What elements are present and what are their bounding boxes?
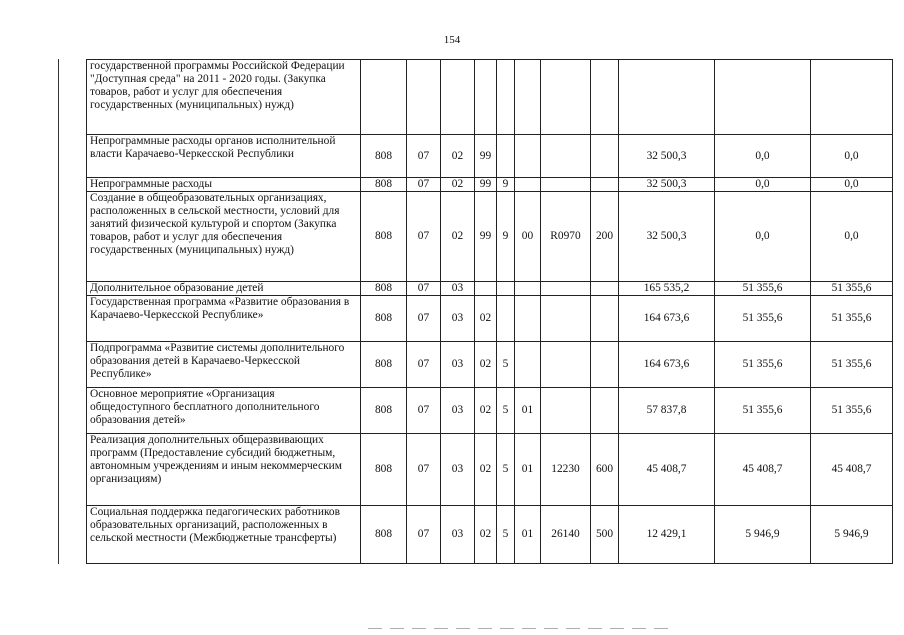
measure-code (515, 296, 541, 342)
ministry-code: 808 (361, 296, 407, 342)
amount-year-2: 5 946,9 (715, 506, 811, 564)
ministry-code: 808 (361, 192, 407, 282)
direction-code (541, 178, 591, 192)
section-code: 07 (407, 296, 441, 342)
row-name: Подпрограмма «Развитие системы дополнительного образования детей в Карачаево-Черкесской Республике» (87, 342, 361, 388)
subprogram-code (497, 282, 515, 296)
section-code: 07 (407, 342, 441, 388)
ministry-code: 808 (361, 342, 407, 388)
amount-year-1: 32 500,3 (619, 178, 715, 192)
expense-type-code (591, 388, 619, 434)
page-margin-line (58, 59, 59, 564)
subprogram-code (497, 60, 515, 135)
amount-year-1: 164 673,6 (619, 342, 715, 388)
direction-code (541, 282, 591, 296)
program-code: 99 (475, 135, 497, 178)
row-name: Непрограммные расходы (87, 178, 361, 192)
expense-type-code: 500 (591, 506, 619, 564)
subsection-code: 03 (441, 296, 475, 342)
amount-year-2: 51 355,6 (715, 342, 811, 388)
subprogram-code: 5 (497, 434, 515, 506)
measure-code: 01 (515, 434, 541, 506)
section-code: 07 (407, 192, 441, 282)
section-code: 07 (407, 388, 441, 434)
row-name: Основное мероприятие «Организация общедоступного бесплатного дополнительного образования детей» (87, 388, 361, 434)
direction-code: 26140 (541, 506, 591, 564)
subprogram-code: 9 (497, 178, 515, 192)
amount-year-1 (619, 60, 715, 135)
measure-code (515, 282, 541, 296)
measure-code: 01 (515, 506, 541, 564)
measure-code (515, 60, 541, 135)
amount-year-1: 45 408,7 (619, 434, 715, 506)
expense-type-code (591, 60, 619, 135)
subsection-code: 03 (441, 434, 475, 506)
table-row (87, 506, 893, 564)
table-row (87, 60, 893, 135)
page-number: 154 (443, 34, 461, 46)
row-name: Реализация дополнительных общеразвивающих программ (Предоставление субсидий бюджетным, автономным учреждениям и иным некоммерческим организациям) (87, 434, 361, 506)
amount-year-2: 51 355,6 (715, 282, 811, 296)
program-code: 99 (475, 178, 497, 192)
amount-year-1: 12 429,1 (619, 506, 715, 564)
program-code: 02 (475, 506, 497, 564)
budget-table (86, 59, 893, 564)
subsection-code: 03 (441, 506, 475, 564)
amount-year-1: 32 500,3 (619, 135, 715, 178)
direction-code: R0970 (541, 192, 591, 282)
subsection-code: 03 (441, 342, 475, 388)
amount-year-3: 0,0 (811, 192, 893, 282)
amount-year-1: 32 500,3 (619, 192, 715, 282)
section-code: 07 (407, 434, 441, 506)
amount-year-3: 51 355,6 (811, 296, 893, 342)
section-code: 07 (407, 178, 441, 192)
direction-code (541, 388, 591, 434)
measure-code (515, 135, 541, 178)
measure-code (515, 342, 541, 388)
program-code (475, 282, 497, 296)
row-name: государственной программы Российской Федерации "Доступная среда" на 2011 - 2020 годы. (Закупка товаров, работ и услуг для обеспечения государственных (муниципальных) нужд) (87, 60, 361, 135)
amount-year-3: 51 355,6 (811, 282, 893, 296)
program-code: 02 (475, 434, 497, 506)
subprogram-code (497, 135, 515, 178)
subsection-code: 03 (441, 388, 475, 434)
ministry-code: 808 (361, 388, 407, 434)
expense-type-code (591, 178, 619, 192)
expense-type-code (591, 342, 619, 388)
expense-type-code (591, 296, 619, 342)
table-row (87, 135, 893, 178)
amount-year-3: 45 408,7 (811, 434, 893, 506)
amount-year-1: 164 673,6 (619, 296, 715, 342)
amount-year-3: 0,0 (811, 178, 893, 192)
direction-code (541, 296, 591, 342)
measure-code: 01 (515, 388, 541, 434)
table-row (87, 282, 893, 296)
table-row (87, 434, 893, 506)
subprogram-code (497, 296, 515, 342)
amount-year-3: 5 946,9 (811, 506, 893, 564)
amount-year-2: 51 355,6 (715, 296, 811, 342)
program-code (475, 60, 497, 135)
ministry-code: 808 (361, 434, 407, 506)
measure-code: 00 (515, 192, 541, 282)
amount-year-2: 51 355,6 (715, 388, 811, 434)
subprogram-code: 5 (497, 388, 515, 434)
table-row (87, 342, 893, 388)
amount-year-1: 57 837,8 (619, 388, 715, 434)
subprogram-code: 5 (497, 506, 515, 564)
row-name: Социальная поддержка педагогических работников образовательных организаций, расположенных в сельской местности (Межбюджетные трансферты) (87, 506, 361, 564)
measure-code (515, 178, 541, 192)
program-code: 02 (475, 296, 497, 342)
row-name: Дополнительное образование детей (87, 282, 361, 296)
subprogram-code: 5 (497, 342, 515, 388)
subsection-code: 02 (441, 192, 475, 282)
ministry-code: 808 (361, 135, 407, 178)
amount-year-2 (715, 60, 811, 135)
section-code: 07 (407, 506, 441, 564)
direction-code (541, 135, 591, 178)
table-row (87, 296, 893, 342)
expense-type-code (591, 282, 619, 296)
section-code: 07 (407, 135, 441, 178)
expense-type-code: 200 (591, 192, 619, 282)
expense-type-code: 600 (591, 434, 619, 506)
scan-artifact (368, 628, 668, 629)
direction-code (541, 60, 591, 135)
subprogram-code: 9 (497, 192, 515, 282)
subsection-code: 02 (441, 135, 475, 178)
amount-year-2: 0,0 (715, 192, 811, 282)
amount-year-3: 51 355,6 (811, 388, 893, 434)
section-code (407, 60, 441, 135)
row-name: Создание в общеобразовательных организациях, расположенных в сельской местности, условий для занятий физической культурой и спортом (Закупка товаров, работ и услуг для обеспечения государственных (муниципальных) нужд) (87, 192, 361, 282)
amount-year-3: 0,0 (811, 135, 893, 178)
table-row (87, 388, 893, 434)
subsection-code: 03 (441, 282, 475, 296)
direction-code (541, 342, 591, 388)
table-row (87, 178, 893, 192)
amount-year-2: 0,0 (715, 178, 811, 192)
direction-code: 12230 (541, 434, 591, 506)
amount-year-2: 0,0 (715, 135, 811, 178)
amount-year-3 (811, 60, 893, 135)
program-code: 02 (475, 388, 497, 434)
ministry-code (361, 60, 407, 135)
subsection-code (441, 60, 475, 135)
subsection-code: 02 (441, 178, 475, 192)
amount-year-3: 51 355,6 (811, 342, 893, 388)
amount-year-1: 165 535,2 (619, 282, 715, 296)
program-code: 02 (475, 342, 497, 388)
program-code: 99 (475, 192, 497, 282)
table-row (87, 192, 893, 282)
row-name: Непрограммные расходы органов исполнительной власти Карачаево-Черкесской Республики (87, 135, 361, 178)
ministry-code: 808 (361, 282, 407, 296)
expense-type-code (591, 135, 619, 178)
section-code: 07 (407, 282, 441, 296)
ministry-code: 808 (361, 178, 407, 192)
ministry-code: 808 (361, 506, 407, 564)
amount-year-2: 45 408,7 (715, 434, 811, 506)
row-name: Государственная программа «Развитие образования в Карачаево-Черкесской Республике» (87, 296, 361, 342)
